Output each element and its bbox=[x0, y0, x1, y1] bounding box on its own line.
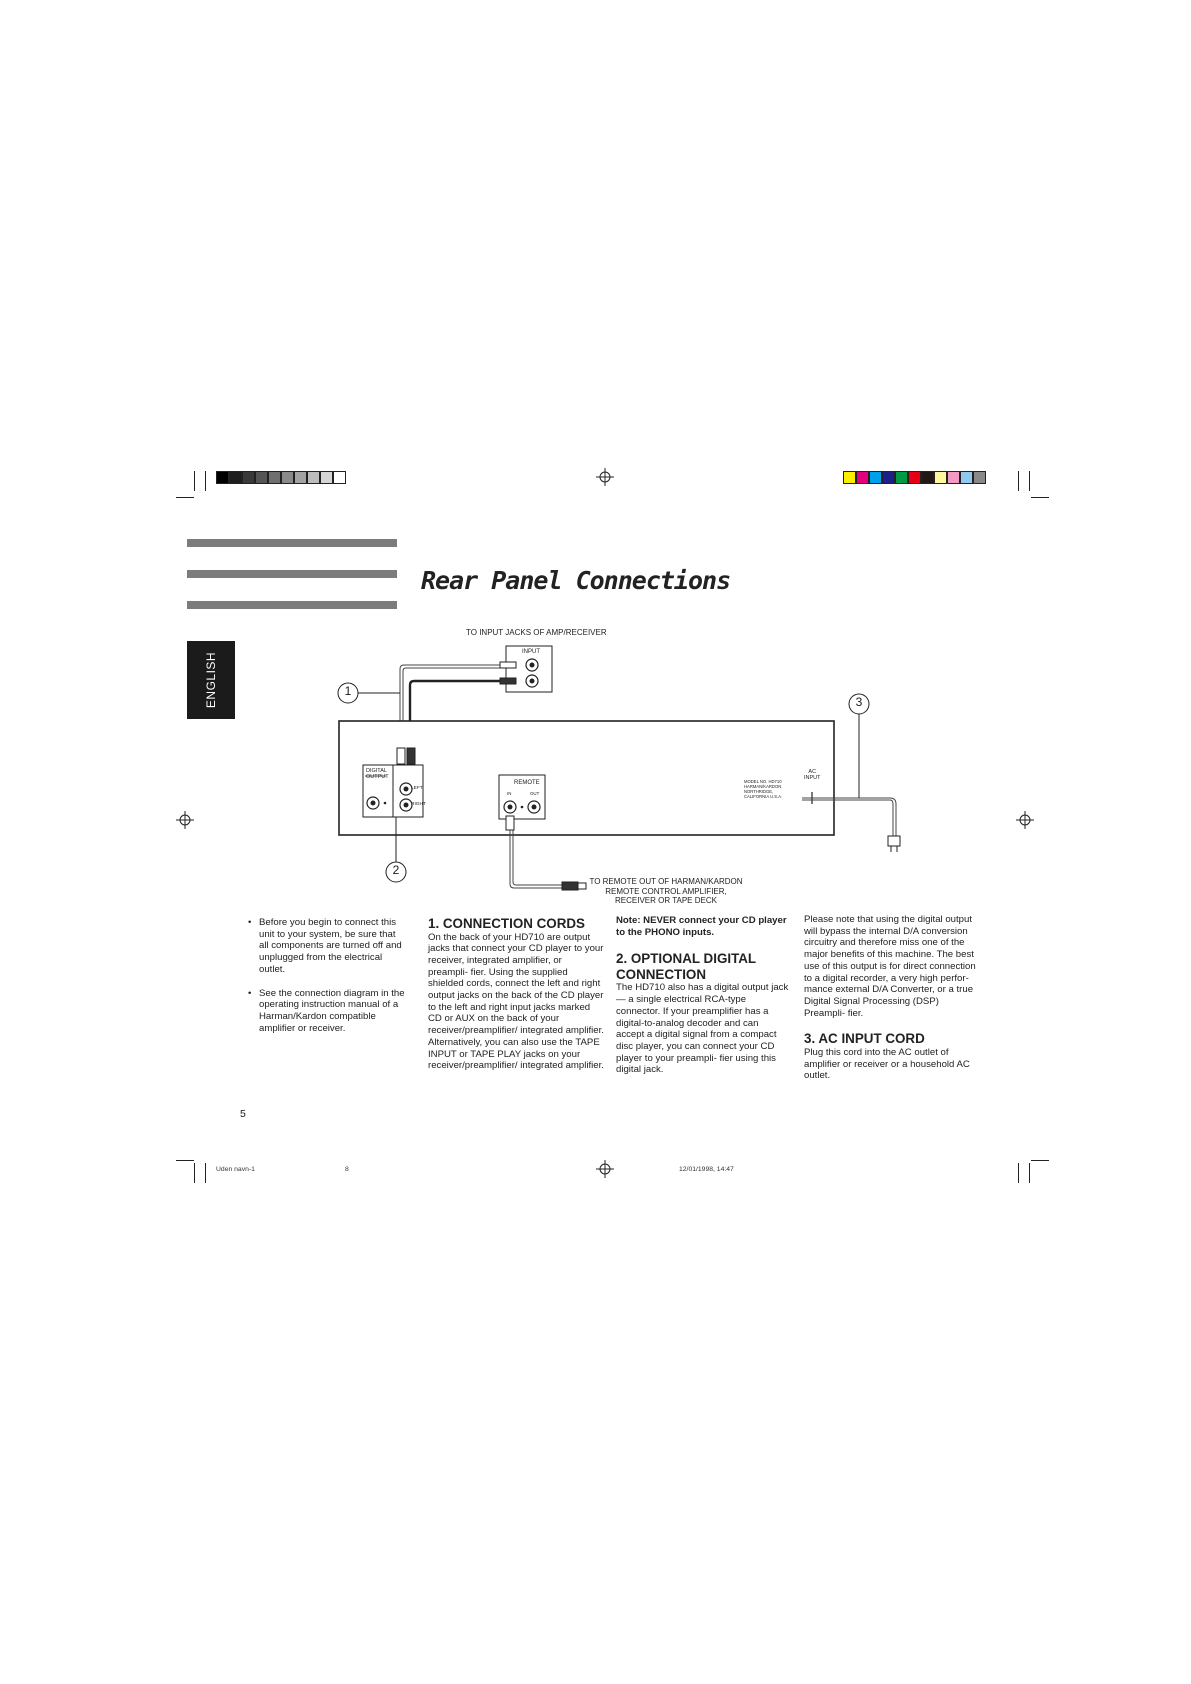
amp-input-label: INPUT bbox=[522, 649, 540, 655]
color-swatch bbox=[320, 471, 333, 484]
section-body: The HD710 also has a digital output jack — a single electrical RCA-type connector. If your preamplifier has a digital-to-analog decoder and can accept a digital signal from a compact disc player, you can connect your CD player to your preampli- fier using this digital jack. bbox=[616, 982, 789, 1076]
callout-3-label: 3 bbox=[855, 695, 863, 709]
left-jack-label: LEFT bbox=[411, 786, 423, 791]
remote-plug bbox=[562, 882, 578, 890]
color-swatch bbox=[934, 471, 947, 484]
footer-file: Uden navn-1 bbox=[216, 1166, 255, 1173]
color-swatch bbox=[294, 471, 307, 484]
color-swatch bbox=[843, 471, 856, 484]
intro-bullet: • Before you begin to connect this unit to your system, be sure that all components are turned off and unplugged from the electrical outlet. bbox=[248, 917, 406, 976]
color-swatch bbox=[255, 471, 268, 484]
decorative-bar bbox=[187, 539, 397, 547]
color-swatch bbox=[333, 471, 346, 484]
section-connection-cords bbox=[428, 916, 604, 1072]
registration-mark-icon bbox=[1016, 811, 1034, 829]
intro-column bbox=[248, 917, 406, 1046]
decorative-bar bbox=[187, 570, 397, 578]
color-swatch bbox=[960, 471, 973, 484]
intro-bullet: • See the connection diagram in the operating instruction manual of a Harman/Kardon compatible amplifier or receiver. bbox=[248, 988, 406, 1035]
color-swatch bbox=[268, 471, 281, 484]
color-swatch bbox=[216, 471, 229, 484]
language-tab bbox=[187, 641, 235, 719]
callout-2-label: 2 bbox=[392, 863, 400, 877]
registration-mark-icon bbox=[596, 1160, 614, 1178]
digital-output-note: Please note that using the digital output will bypass the internal D/A conversion circuitry and therefore miss one of the major benefits of this machine. The best use of this output is for direct connection to a digital recorder, a very high perfor- mance external D/A Converter, or a true Digital Signal Processing (DSP) Preampli- fier. bbox=[804, 914, 976, 1019]
model-plate: MODEL NO. HD710 HARMAN/KARDON NORTHRIDGE, CALIFORNIA U.S.A. bbox=[744, 779, 783, 799]
ac-input-label: AC INPUT bbox=[804, 769, 821, 781]
section-heading: 1. CONNECTION CORDS bbox=[428, 916, 585, 931]
remote-caption: TO REMOTE OUT OF HARMAN/KARDON REMOTE CONTROL AMPLIFIER, RECEIVER OR TAPE DECK bbox=[589, 877, 743, 905]
decorative-bar bbox=[187, 601, 397, 609]
callout-1-label: 1 bbox=[344, 684, 352, 698]
color-swatch bbox=[895, 471, 908, 484]
color-swatch bbox=[307, 471, 320, 484]
color-swatch bbox=[882, 471, 895, 484]
color-swatch bbox=[947, 471, 960, 484]
section-body: Plug this cord into the AC outlet of amplifier or receiver or a household AC outlet. bbox=[804, 1046, 970, 1082]
diagram-top-caption: TO INPUT JACKS OF AMP/RECEIVER bbox=[466, 628, 607, 637]
color-swatch bbox=[908, 471, 921, 484]
digital-output-label: DIGITAL OUTPUT bbox=[366, 768, 389, 780]
color-swatch bbox=[921, 471, 934, 484]
right-jack-label: RIGHT bbox=[411, 802, 426, 807]
page-number: 5 bbox=[240, 1108, 246, 1120]
footer-timestamp: 12/01/1998, 14:47 bbox=[679, 1166, 734, 1173]
color-swatch bbox=[973, 471, 986, 484]
color-swatch bbox=[242, 471, 255, 484]
phono-warning: Note: NEVER connect your CD player to the PHONO inputs. bbox=[616, 915, 787, 938]
section-heading: 2. OPTIONAL DIGITAL CONNECTION bbox=[616, 951, 756, 982]
section-heading: 3. AC INPUT CORD bbox=[804, 1031, 925, 1047]
section-body: On the back of your HD710 are output jacks that connect your CD player to your receiver, integrated amplifier, or preampli- fier. Using the supplied shielded cords, connect the left and right output jacks on the back of the CD player to the left and right input jacks marked CD or AUX on the back of your receiver/preamplifier/ integrated amplifier. Alternatively, you can also use the TAPE INPUT or TAPE PLAY jacks on your receiver/preamplifier/ integrated amplifier. bbox=[428, 931, 604, 1072]
registration-mark-icon bbox=[176, 811, 194, 829]
language-tab-label: ENGLISH bbox=[204, 651, 218, 709]
color-swatch bbox=[281, 471, 294, 484]
section-optional-digital bbox=[616, 915, 789, 1076]
registration-mark-icon bbox=[596, 468, 614, 486]
remote-cable bbox=[510, 830, 562, 888]
page-title: Rear Panel Connections bbox=[421, 566, 731, 595]
color-swatch bbox=[229, 471, 242, 484]
remote-in-label: IN bbox=[507, 791, 512, 796]
remote-label: REMOTE bbox=[514, 780, 540, 786]
color-swatch bbox=[856, 471, 869, 484]
ac-plug bbox=[888, 836, 900, 846]
footer-sheet: 8 bbox=[345, 1166, 349, 1173]
color-swatch bbox=[869, 471, 882, 484]
remote-out-label: OUT bbox=[530, 791, 540, 796]
section-ac-input bbox=[804, 914, 980, 1082]
